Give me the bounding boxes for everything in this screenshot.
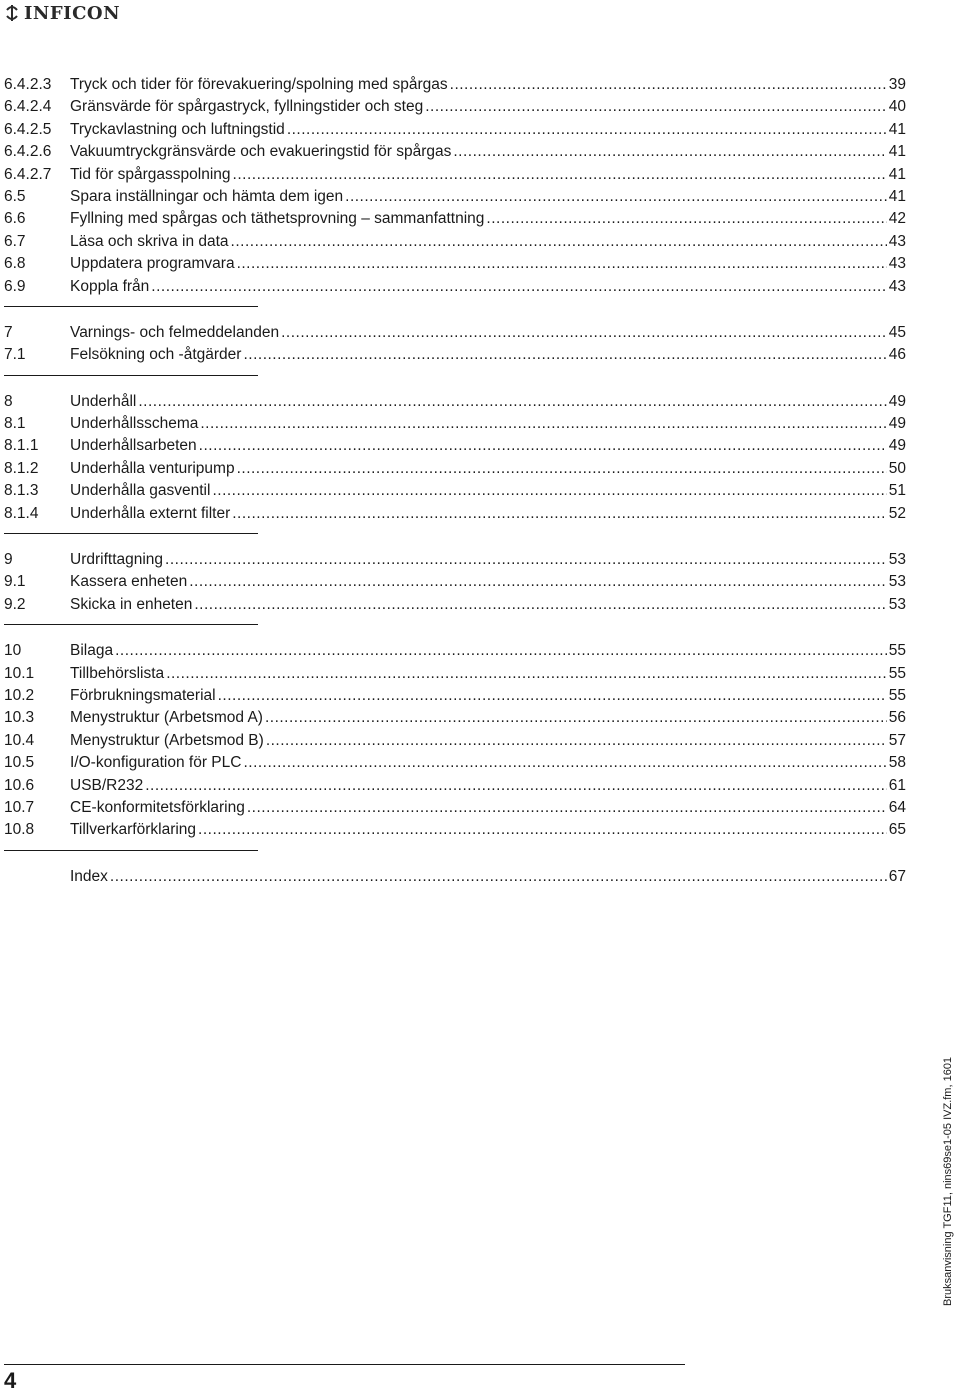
toc-title[interactable]: Underhållsarbeten xyxy=(70,437,197,455)
toc-leader-dots xyxy=(450,74,887,96)
toc-entry-line xyxy=(70,819,906,841)
toc-section-number: 10.3 xyxy=(4,709,35,727)
toc-title[interactable]: Tillbehörslista xyxy=(70,664,165,682)
toc-page-number: 43 xyxy=(888,232,906,250)
toc-page-number: 46 xyxy=(888,346,906,364)
toc-section-number: 9.2 xyxy=(4,595,26,613)
section-divider xyxy=(0,525,912,549)
toc-entry[interactable] xyxy=(0,866,912,888)
toc-page-number: 50 xyxy=(888,459,906,477)
toc-section-number: 10.2 xyxy=(4,686,35,704)
toc-entry-line xyxy=(70,253,906,275)
toc-leader-dots xyxy=(189,571,887,593)
toc-entry[interactable] xyxy=(0,571,912,593)
toc-section-number: 9.1 xyxy=(4,573,26,591)
toc-leader-dots xyxy=(232,503,887,525)
toc-page-number: 53 xyxy=(888,573,906,591)
toc-page-number: 61 xyxy=(888,776,906,794)
toc-leader-dots xyxy=(287,119,887,141)
inficon-logo-icon xyxy=(4,4,20,22)
toc-title[interactable]: Skicka in enheten xyxy=(70,595,193,613)
toc-page-number: 39 xyxy=(888,76,906,93)
toc-page-number: 55 xyxy=(888,686,906,704)
toc-leader-dots xyxy=(212,480,886,502)
toc-section-number: 10.6 xyxy=(4,776,35,794)
toc-entry[interactable] xyxy=(0,707,912,729)
toc-leader-dots xyxy=(237,458,887,480)
inficon-logo xyxy=(4,2,120,24)
toc-section-number: 10.7 xyxy=(4,798,35,816)
toc-page-number: 43 xyxy=(888,277,906,295)
toc-leader-dots xyxy=(151,276,886,298)
toc-title[interactable]: CE-konformitetsförklaring xyxy=(70,798,245,816)
toc-leader-dots xyxy=(453,141,886,163)
toc-entry-line xyxy=(70,549,906,571)
toc-page-number: 49 xyxy=(888,415,906,433)
toc-entry[interactable] xyxy=(0,797,912,819)
footer-rule xyxy=(4,1364,685,1365)
toc-entry[interactable] xyxy=(0,208,912,230)
toc-entry-line xyxy=(70,640,906,662)
toc-entry[interactable] xyxy=(0,253,912,275)
section-divider xyxy=(0,842,912,866)
toc-title[interactable]: Underhållsschema xyxy=(70,415,199,433)
toc-leader-dots xyxy=(247,797,887,819)
toc-leader-dots xyxy=(345,186,887,208)
toc-entry-line xyxy=(70,866,906,888)
toc-title[interactable]: Spara inställningar och hämta dem igen xyxy=(70,187,344,205)
toc-title[interactable]: I/O-konfiguration för PLC xyxy=(70,754,242,772)
toc-entry[interactable] xyxy=(0,640,912,662)
toc-entry[interactable] xyxy=(0,549,912,571)
toc-leader-dots xyxy=(165,549,887,571)
toc-page-number: 57 xyxy=(888,731,906,749)
toc-page-number: 56 xyxy=(888,709,906,727)
toc-entry[interactable] xyxy=(0,819,912,841)
toc-title[interactable]: Underhålla gasventil xyxy=(70,482,211,500)
toc-entry-line xyxy=(70,775,906,797)
toc-entry-line xyxy=(70,96,906,118)
toc-leader-dots xyxy=(243,752,886,774)
toc-title[interactable]: Tillverkarförklaring xyxy=(70,821,197,839)
toc-section-number: 6.4.2.6 xyxy=(4,143,52,161)
logo-text: INFICON xyxy=(24,2,121,24)
toc-section-number: 6.6 xyxy=(4,210,26,228)
divider-rule xyxy=(4,306,258,307)
toc-leader-dots xyxy=(233,164,887,186)
toc-entry-line xyxy=(70,74,906,96)
toc-page-number: 55 xyxy=(888,664,906,682)
table-of-contents xyxy=(0,74,912,888)
toc-page-number: 42 xyxy=(888,210,906,228)
toc-section-number: 10 xyxy=(4,642,22,660)
toc-entry[interactable] xyxy=(0,276,912,298)
toc-entry[interactable] xyxy=(0,685,912,707)
toc-entry-line xyxy=(70,208,906,230)
toc-leader-dots xyxy=(166,663,887,685)
toc-title[interactable]: Underhålla venturipump xyxy=(70,459,235,477)
toc-entry-line xyxy=(70,141,906,163)
toc-leader-dots xyxy=(237,253,887,275)
toc-entry[interactable] xyxy=(0,730,912,752)
toc-entry-line xyxy=(70,186,906,208)
toc-section-number: 6.5 xyxy=(4,187,26,205)
toc-entry-line xyxy=(70,344,906,366)
toc-entry[interactable] xyxy=(0,141,912,163)
section-divider xyxy=(0,616,912,640)
toc-leader-dots xyxy=(218,685,887,707)
divider-rule xyxy=(4,533,258,534)
toc-title[interactable]: Urdrifttagning xyxy=(70,551,164,569)
toc-title[interactable]: Vakuumtryckgränsvärde och evakueringstid för spårgas xyxy=(70,143,452,161)
toc-entry[interactable] xyxy=(0,435,912,457)
toc-page-number: 55 xyxy=(888,642,906,660)
toc-leader-dots xyxy=(110,866,887,888)
toc-entry-line xyxy=(70,322,906,344)
toc-leader-dots xyxy=(486,208,886,230)
toc-page-number: 53 xyxy=(888,551,906,569)
toc-entry[interactable] xyxy=(0,413,912,435)
toc-section-number: 7.1 xyxy=(4,346,26,364)
toc-page-number: 58 xyxy=(888,754,906,772)
divider-rule xyxy=(4,624,258,625)
document-reference: Bruksanvisning TGF11, nins69se1-05 IVZ.fm, 1601 xyxy=(942,1056,954,1306)
toc-title[interactable]: Gränsvärde för spårgastryck, fyllningstider och steg xyxy=(70,98,424,116)
toc-entry-line xyxy=(70,164,906,186)
toc-entry-line xyxy=(70,435,906,457)
toc-section-number: 8.1.4 xyxy=(4,504,39,522)
toc-section-number: 6.4.2.7 xyxy=(4,165,52,183)
toc-leader-dots xyxy=(200,413,886,435)
toc-entry[interactable] xyxy=(0,231,912,253)
toc-title[interactable]: Bilaga xyxy=(70,642,114,660)
toc-title[interactable]: Underhålla externt filter xyxy=(70,504,231,522)
toc-leader-dots xyxy=(145,775,887,797)
toc-entry-line xyxy=(70,685,906,707)
toc-leader-dots xyxy=(281,322,887,344)
toc-section-number: 6.8 xyxy=(4,255,26,273)
toc-leader-dots xyxy=(115,640,887,662)
toc-entry[interactable] xyxy=(0,458,912,480)
toc-title[interactable]: Index xyxy=(70,867,108,885)
toc-section-number: 7 xyxy=(4,323,13,341)
toc-title[interactable]: Tryck och tider för förevakuering/spolning med spårgas xyxy=(70,76,448,93)
toc-leader-dots xyxy=(198,819,887,841)
toc-entry-line xyxy=(70,413,906,435)
toc-entry-line xyxy=(70,797,906,819)
toc-title[interactable]: Kassera enheten xyxy=(70,573,188,591)
toc-leader-dots xyxy=(194,594,886,616)
toc-section-number: 6.4.2.5 xyxy=(4,120,52,138)
toc-entry[interactable] xyxy=(0,344,912,366)
toc-entry[interactable] xyxy=(0,752,912,774)
toc-title[interactable]: Varnings- och felmeddelanden xyxy=(70,323,280,341)
toc-title[interactable]: USB/R232 xyxy=(70,776,144,794)
toc-title[interactable]: Menystruktur (Arbetsmod B) xyxy=(70,731,264,749)
toc-section-number: 8 xyxy=(4,392,13,410)
toc-page-number: 41 xyxy=(888,143,906,161)
toc-title[interactable]: Koppla från xyxy=(70,277,150,295)
toc-section-number: 6.4.2.3 xyxy=(4,76,52,93)
toc-entry[interactable] xyxy=(0,119,912,141)
toc-page-number: 41 xyxy=(888,187,906,205)
toc-page-number: 65 xyxy=(888,821,906,839)
toc-title[interactable]: Tryckavlastning och luftningstid xyxy=(70,120,285,138)
toc-section-number: 8.1.2 xyxy=(4,459,39,477)
section-divider xyxy=(0,367,912,391)
toc-section-number: 10.5 xyxy=(4,754,35,772)
toc-entry-line xyxy=(70,730,906,752)
toc-page-number: 40 xyxy=(888,98,906,116)
toc-entry[interactable] xyxy=(0,480,912,502)
toc-entry[interactable] xyxy=(0,74,912,96)
divider-rule xyxy=(4,375,258,376)
toc-entry-line xyxy=(70,231,906,253)
toc-entry-line xyxy=(70,571,906,593)
toc-entry-line xyxy=(70,663,906,685)
toc-page-number: 45 xyxy=(888,323,906,341)
toc-title[interactable]: Fyllning med spårgas och täthetsprovning – sammanfattning xyxy=(70,210,485,228)
toc-page-number: 49 xyxy=(888,437,906,455)
toc-leader-dots xyxy=(265,707,887,729)
toc-section-number: 6.9 xyxy=(4,277,26,295)
divider-rule xyxy=(4,850,258,851)
toc-entry[interactable] xyxy=(0,775,912,797)
toc-title[interactable]: Underhåll xyxy=(70,392,137,410)
toc-page-number: 49 xyxy=(888,392,906,410)
toc-page-number: 64 xyxy=(888,798,906,816)
toc-section-number: 6.4.2.4 xyxy=(4,98,52,116)
toc-page-number: 41 xyxy=(888,120,906,138)
toc-section-number: 6.7 xyxy=(4,232,26,250)
section-divider xyxy=(0,298,912,322)
toc-section-number: 10.1 xyxy=(4,664,35,682)
toc-section-number: 8.1.1 xyxy=(4,437,39,455)
toc-entry[interactable] xyxy=(0,503,912,525)
toc-section-number: 10.8 xyxy=(4,821,35,839)
toc-entry-line xyxy=(70,458,906,480)
toc-title[interactable]: Läsa och skriva in data xyxy=(70,232,229,250)
toc-entry-line xyxy=(70,391,906,413)
toc-entry[interactable] xyxy=(0,322,912,344)
toc-leader-dots xyxy=(266,730,887,752)
toc-section-number: 10.4 xyxy=(4,731,35,749)
toc-leader-dots xyxy=(138,391,886,413)
toc-entry-line xyxy=(70,480,906,502)
toc-entry-line xyxy=(70,503,906,525)
toc-leader-dots xyxy=(425,96,887,118)
toc-section-number: 8.1.3 xyxy=(4,482,39,500)
toc-page-number: 67 xyxy=(888,867,906,885)
toc-title[interactable]: Felsökning och -åtgärder xyxy=(70,346,242,364)
toc-entry-line xyxy=(70,594,906,616)
toc-title[interactable]: Förbrukningsmaterial xyxy=(70,686,216,704)
page-number: 4 xyxy=(4,1368,17,1393)
toc-page-number: 53 xyxy=(888,595,906,613)
toc-entry[interactable] xyxy=(0,594,912,616)
toc-entry[interactable] xyxy=(0,164,912,186)
toc-page-number: 52 xyxy=(888,504,906,522)
toc-leader-dots xyxy=(231,231,887,253)
toc-leader-dots xyxy=(199,435,887,457)
toc-section-number: 8.1 xyxy=(4,415,26,433)
toc-entry-line xyxy=(70,276,906,298)
toc-entry-line xyxy=(70,752,906,774)
toc-title[interactable]: Uppdatera programvara xyxy=(70,255,235,273)
toc-entry[interactable] xyxy=(0,663,912,685)
toc-entry[interactable] xyxy=(0,391,912,413)
toc-entry-line xyxy=(70,119,906,141)
toc-title[interactable]: Menystruktur (Arbetsmod A) xyxy=(70,709,263,727)
toc-leader-dots xyxy=(243,344,886,366)
toc-entry-line xyxy=(70,707,906,729)
toc-page-number: 51 xyxy=(888,482,906,500)
toc-section-number: 9 xyxy=(4,551,13,569)
toc-entry[interactable] xyxy=(0,96,912,118)
toc-page-number: 41 xyxy=(888,165,906,183)
toc-entry[interactable] xyxy=(0,186,912,208)
toc-page-number: 43 xyxy=(888,255,906,273)
toc-title[interactable]: Tid för spårgasspolning xyxy=(70,165,231,183)
